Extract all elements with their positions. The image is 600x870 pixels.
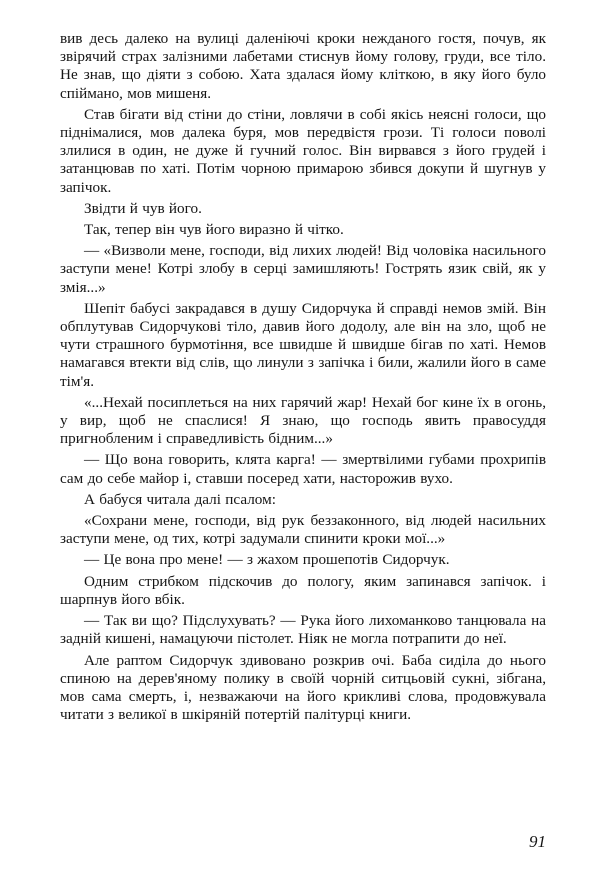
paragraph: — Це вона про мене! — з жахом прошепотів Сидорчук. — [84, 551, 450, 569]
paragraph: Став бігати від стіни до стіни, ловлячи в собі якісь неясні голоси, що піднімалися, мов далека буря, мов передвістя грози. Ті голоси поволі злилися в один, не дуже й гучний голос. Він вирвався з його грудей і затанцював по хаті. Потім чорною примарою збився докупи й шугнув у запічок. — [60, 105, 546, 196]
paragraph: — «Визволи мене, господи, від лихих людей! Від чоловіка насильного заступи мене! Котрі злобу в серці замишляють! Гострять язик свій, як у змія...» — [60, 242, 546, 296]
paragraph: А бабуся читала далі псалом: — [84, 490, 276, 508]
book-page — [60, 30, 546, 851]
paragraph: — Так ви що? Підслухувать? — Рука його лихоманково танцювала на задній кишені, намацуючи пістолет. Ніяк не могла потрапити до неї. — [60, 612, 546, 648]
paragraph: Так, тепер він чув його виразно й чітко. — [84, 221, 344, 239]
paragraph: Одним стрибком підскочив до пологу, яким запинався запічок. і шарпнув його вбік. — [60, 572, 546, 608]
paragraph: вив десь далеко на вулиці даленіючі кроки нежданого гостя, почув, як звірячий страх залізними лабетами стиснув йому голову, груди, все тіло. Не знав, що діяти з собою. Хата здалася йому кліткою, в яку його було спіймано, мов мишеня. — [60, 30, 546, 102]
paragraph: Шепіт бабусі закрадався в душу Сидорчука й справді немов змій. Він обплутував Сидорчукові тіло, давив його додолу, але він на зло, щоб не чути страшного бурмотіння, все швидше й швидше бігав по хаті. Немов намагався втекти від слів, що линули з запічка і били, жалили його в саме тім'я. — [60, 299, 546, 390]
paragraph: Звідти й чув його. — [84, 199, 202, 217]
paragraph: «...Нехай посиплеться на них гарячий жар! Нехай бог кине їх в огонь, у вир, щоб не спаслися! Я знаю, що господь явить правосуддя пригнобленим і справедливість бідним...» — [60, 393, 546, 448]
page-number: 91 — [529, 832, 546, 851]
paragraph: «Сохрани мене, господи, від рук беззаконного, від людей насильних заступи мене, од тих, котрі задумали спинити кроки мої...» — [60, 512, 546, 548]
paragraph: Але раптом Сидорчук здивовано розкрив очі. Баба сиділа до нього спиною на дерев'яному полику в своїй чорній ситцьовій сукні, зібгана, мов сама смерть, і, незважаючи на його крикливі слова, продовжувала читати з великої в шкіряній потертій палітурці книги. — [60, 651, 546, 724]
paragraph: — Що вона говорить, клята карга! — змертвілими губами прохрипів сам до себе майор і, ставши посеред хати, насторожив вухо. — [60, 451, 546, 487]
